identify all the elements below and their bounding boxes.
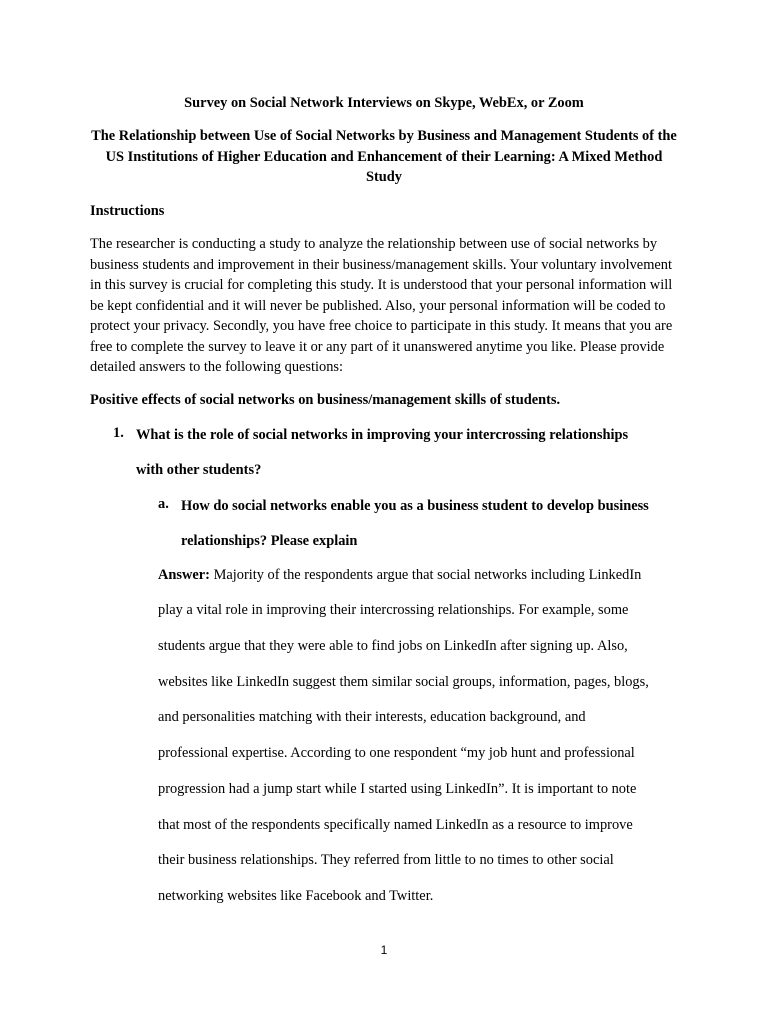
question-1-line-2: with other students? bbox=[136, 462, 262, 478]
answer-line: websites like LinkedIn suggest them similar social groups, information, pages, blogs, bbox=[158, 674, 649, 690]
answer-line: and personalities matching with their interests, education background, and bbox=[158, 709, 586, 725]
answer-line: professional expertise. According to one respondent “my job hunt and professional bbox=[158, 745, 635, 761]
page-number: 1 bbox=[380, 943, 388, 957]
instructions-body: The researcher is conducting a study to analyze the relationship between use of social networks by business students and improvement in their business/management skills. Your voluntary involvement in this survey is crucial for completing this study. It is understood that your personal information will be kept confidential and it will never be published. Also, your personal information will be coded to protect your privacy. Secondly, you have free choice to participate in this study. It means that you are free to complete the survey to leave it or any part of it unanswered anytime you like. Please provide detailed answers to the following questions: bbox=[90, 236, 673, 375]
answer-label: Answer: bbox=[158, 567, 210, 583]
question-1-line-1: What is the role of social networks in improving your intercrossing relationships bbox=[136, 427, 629, 443]
document-subtitle: The Relationship between Use of Social Networks by Business and Management Students of the US Institutions of Higher Education and Enhancement of their Learning: A Mixed Method Study bbox=[91, 128, 677, 185]
answer-line: networking websites like Facebook and Twitter. bbox=[158, 888, 434, 904]
answer-line: their business relationships. They referred from little to no times to other social bbox=[158, 852, 614, 868]
document-title: Survey on Social Network Interviews on Skype, WebEx, or Zoom bbox=[184, 95, 584, 111]
answer-line: play a vital role in improving their intercrossing relationships. For example, some bbox=[158, 602, 629, 618]
subquestion-letter: a. bbox=[158, 496, 169, 512]
answer-line: that most of the respondents specifically named LinkedIn as a resource to improve bbox=[158, 817, 633, 833]
subquestion-a-line-1: How do social networks enable you as a business student to develop business bbox=[181, 498, 649, 514]
answer-first-line bbox=[158, 567, 641, 584]
question-number: 1. bbox=[113, 425, 124, 441]
section-heading: Positive effects of social networks on business/management skills of students. bbox=[90, 392, 561, 408]
instructions-heading: Instructions bbox=[90, 203, 165, 219]
answer-line: progression had a jump start while I started using LinkedIn”. It is important to note bbox=[158, 781, 637, 797]
answer-line: students argue that they were able to find jobs on LinkedIn after signing up. Also, bbox=[158, 638, 628, 654]
subquestion-a-line-2: relationships? Please explain bbox=[181, 533, 358, 549]
answer-first-text: Majority of the respondents argue that social networks including LinkedIn bbox=[209, 567, 642, 583]
